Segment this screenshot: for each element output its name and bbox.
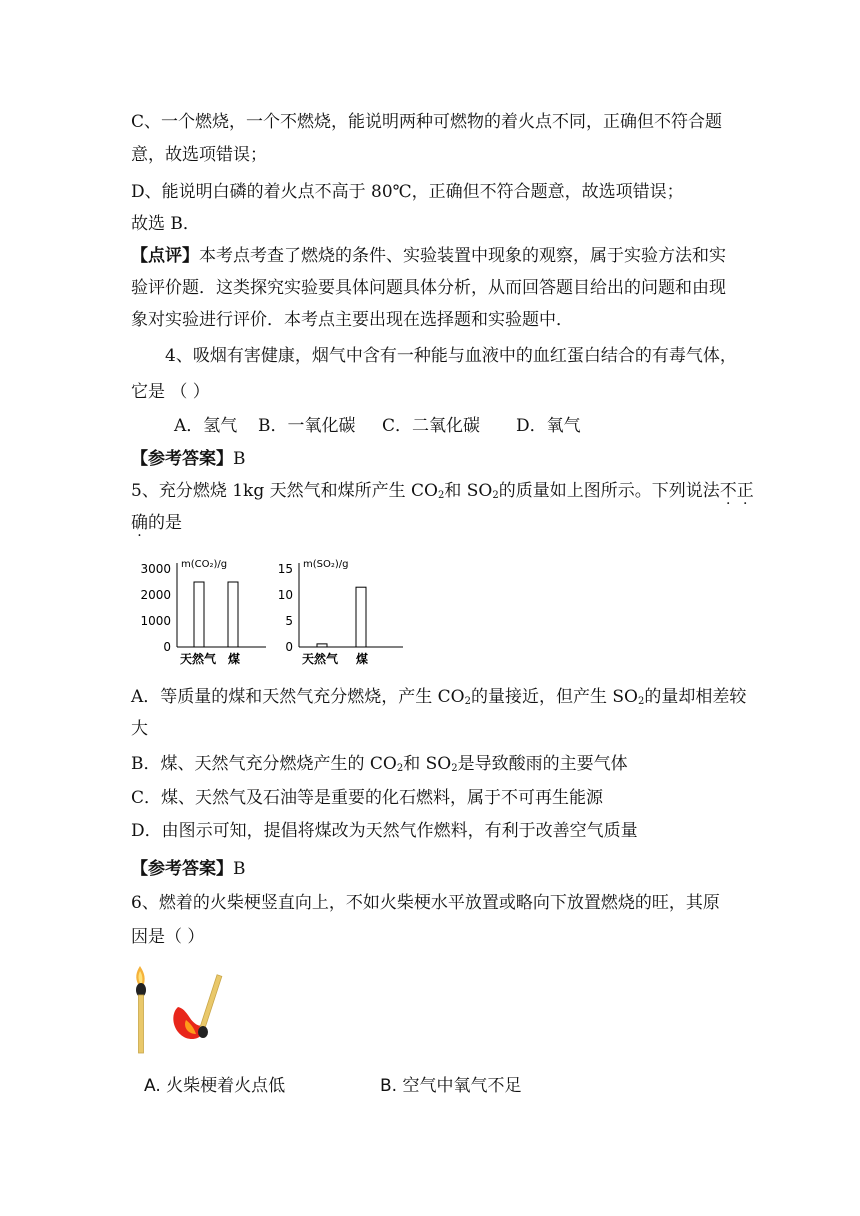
tilted-match-icon (173, 975, 221, 1039)
q5-option-b (131, 753, 628, 780)
comment-tag: 【点评】 (131, 246, 199, 266)
q5-a-pre: A．等质量的煤和天然气充分燃烧，产生 CO (131, 687, 465, 707)
q5-stem-line1 (131, 480, 754, 507)
q5-b-pre: B．煤、天然气充分燃烧产生的 CO (131, 754, 397, 774)
q5-stem-rest: 的是 (148, 513, 182, 533)
y-tick-label: 3000 (140, 562, 171, 576)
q4-option-b: B．一氧化碳 (258, 416, 356, 436)
q6-option-b: B. 空气中氧气不足 (380, 1076, 522, 1096)
comment-line2: 验评价题．这类探究实验要具体问题具体分析，从而回答题目给出的问题和由现 (131, 278, 726, 298)
sub-2: 2 (638, 696, 645, 707)
q5-b-mid: 和 SO (403, 754, 452, 774)
analysis-c-line2: 意，故选项错误； (131, 145, 267, 165)
x-tick-label: 天然气 (301, 652, 339, 666)
sub-2: 2 (396, 763, 404, 774)
q5-stem-mid2: 的质量如上图所示。下列说法 (498, 481, 720, 501)
sub-2: 2 (451, 763, 458, 774)
q4-stem-line1: 4、吸烟有害健康，烟气中含有一种能与血液中的血红蛋白结合的有毒气体， (165, 346, 737, 366)
y-tick-label: 1000 (140, 614, 171, 628)
upright-match-icon (136, 966, 146, 1053)
q6-option-a: A. 火柴梗着火点低 (144, 1076, 286, 1096)
q5-b-post: 是导致酸雨的主要气体 (457, 754, 628, 774)
comment-line1 (131, 245, 726, 267)
comment-line3: 象对实验进行评价．本考点主要出现在选择题和实验题中． (131, 310, 573, 330)
q4-answer-value: B (233, 449, 246, 469)
bar-天然气 (194, 582, 204, 647)
co2-chart (140, 559, 266, 666)
match-illustration (128, 962, 238, 1062)
q5-option-a-line1 (131, 686, 746, 713)
bar-煤 (356, 587, 366, 647)
q5-stem-pre: 5、充分燃烧 1kg 天然气和煤所产生 CO (131, 481, 438, 501)
q5-answer (131, 858, 246, 880)
q5-stem-line2 (131, 512, 182, 534)
q5-stem-mid1: 和 SO (444, 481, 493, 501)
x-tick-label: 天然气 (179, 652, 217, 666)
q4-option-c: C．二氧化碳 (382, 416, 481, 436)
q5-option-d: D．由图示可知，提倡将煤改为天然气作燃料，有利于改善空气质量 (131, 821, 638, 841)
q6-stem-line2: 因是（ ） (131, 927, 205, 947)
q4-option-d: D．氧气 (516, 416, 581, 436)
x-tick-label: 煤 (227, 652, 241, 666)
bar-煤 (228, 582, 238, 647)
q5-a-mid: 的量接近，但产生 SO (471, 687, 638, 707)
conclusion-line: 故选 B． (131, 214, 200, 234)
sub-2: 2 (464, 696, 471, 707)
y-axis-label: m(CO₂)/g (181, 559, 228, 570)
q4-answer-tag: 【参考答案】 (131, 449, 233, 469)
y-tick-label: 10 (277, 588, 293, 602)
y-tick-label: 0 (285, 640, 293, 654)
y-tick-label: 2000 (140, 588, 171, 602)
so2-chart (278, 559, 403, 666)
x-tick-label: 煤 (355, 652, 369, 666)
q5-emph-que: 确 (131, 513, 148, 533)
q4-answer (131, 448, 246, 470)
comment-text1: 本考点考查了燃烧的条件、实验装置中现象的观察，属于实验方法和实 (199, 246, 726, 266)
q5-option-a-line2: 大 (131, 719, 148, 739)
bar-天然气 (317, 644, 327, 647)
y-tick-label: 5 (285, 614, 293, 628)
q5-a-post: 的量却相差较 (644, 687, 747, 707)
q4-stem-line2: 它是 （ ） (131, 382, 210, 402)
q5-charts (131, 553, 421, 673)
q5-option-c: C．煤、天然气及石油等是重要的化石燃料，属于不可再生能源 (131, 788, 604, 808)
sub-2: 2 (492, 490, 499, 501)
q5-answer-tag: 【参考答案】 (131, 859, 233, 879)
analysis-c-line1: C、一个燃烧，一个不燃烧，能说明两种可燃物的着火点不同，正确但不符合题 (131, 112, 723, 132)
y-tick-label: 15 (277, 562, 293, 576)
q5-emph-bu: 不 (719, 481, 737, 501)
sub-2: 2 (437, 490, 445, 501)
y-axis-label: m(SO₂)/g (303, 559, 349, 570)
q4-option-a: A．氢气 (174, 416, 238, 436)
q6-stem-line1: 6、燃着的火柴梗竖直向上，不如火柴梗水平放置或略向下放置燃烧的旺，其原 (131, 893, 720, 913)
q5-answer-value: B (233, 859, 246, 879)
y-tick-label: 0 (163, 640, 171, 654)
analysis-d-line: D、能说明白磷的着火点不高于 80℃，正确但不符合题意，故选项错误； (131, 182, 684, 202)
q5-emph-zheng: 正 (736, 481, 754, 501)
